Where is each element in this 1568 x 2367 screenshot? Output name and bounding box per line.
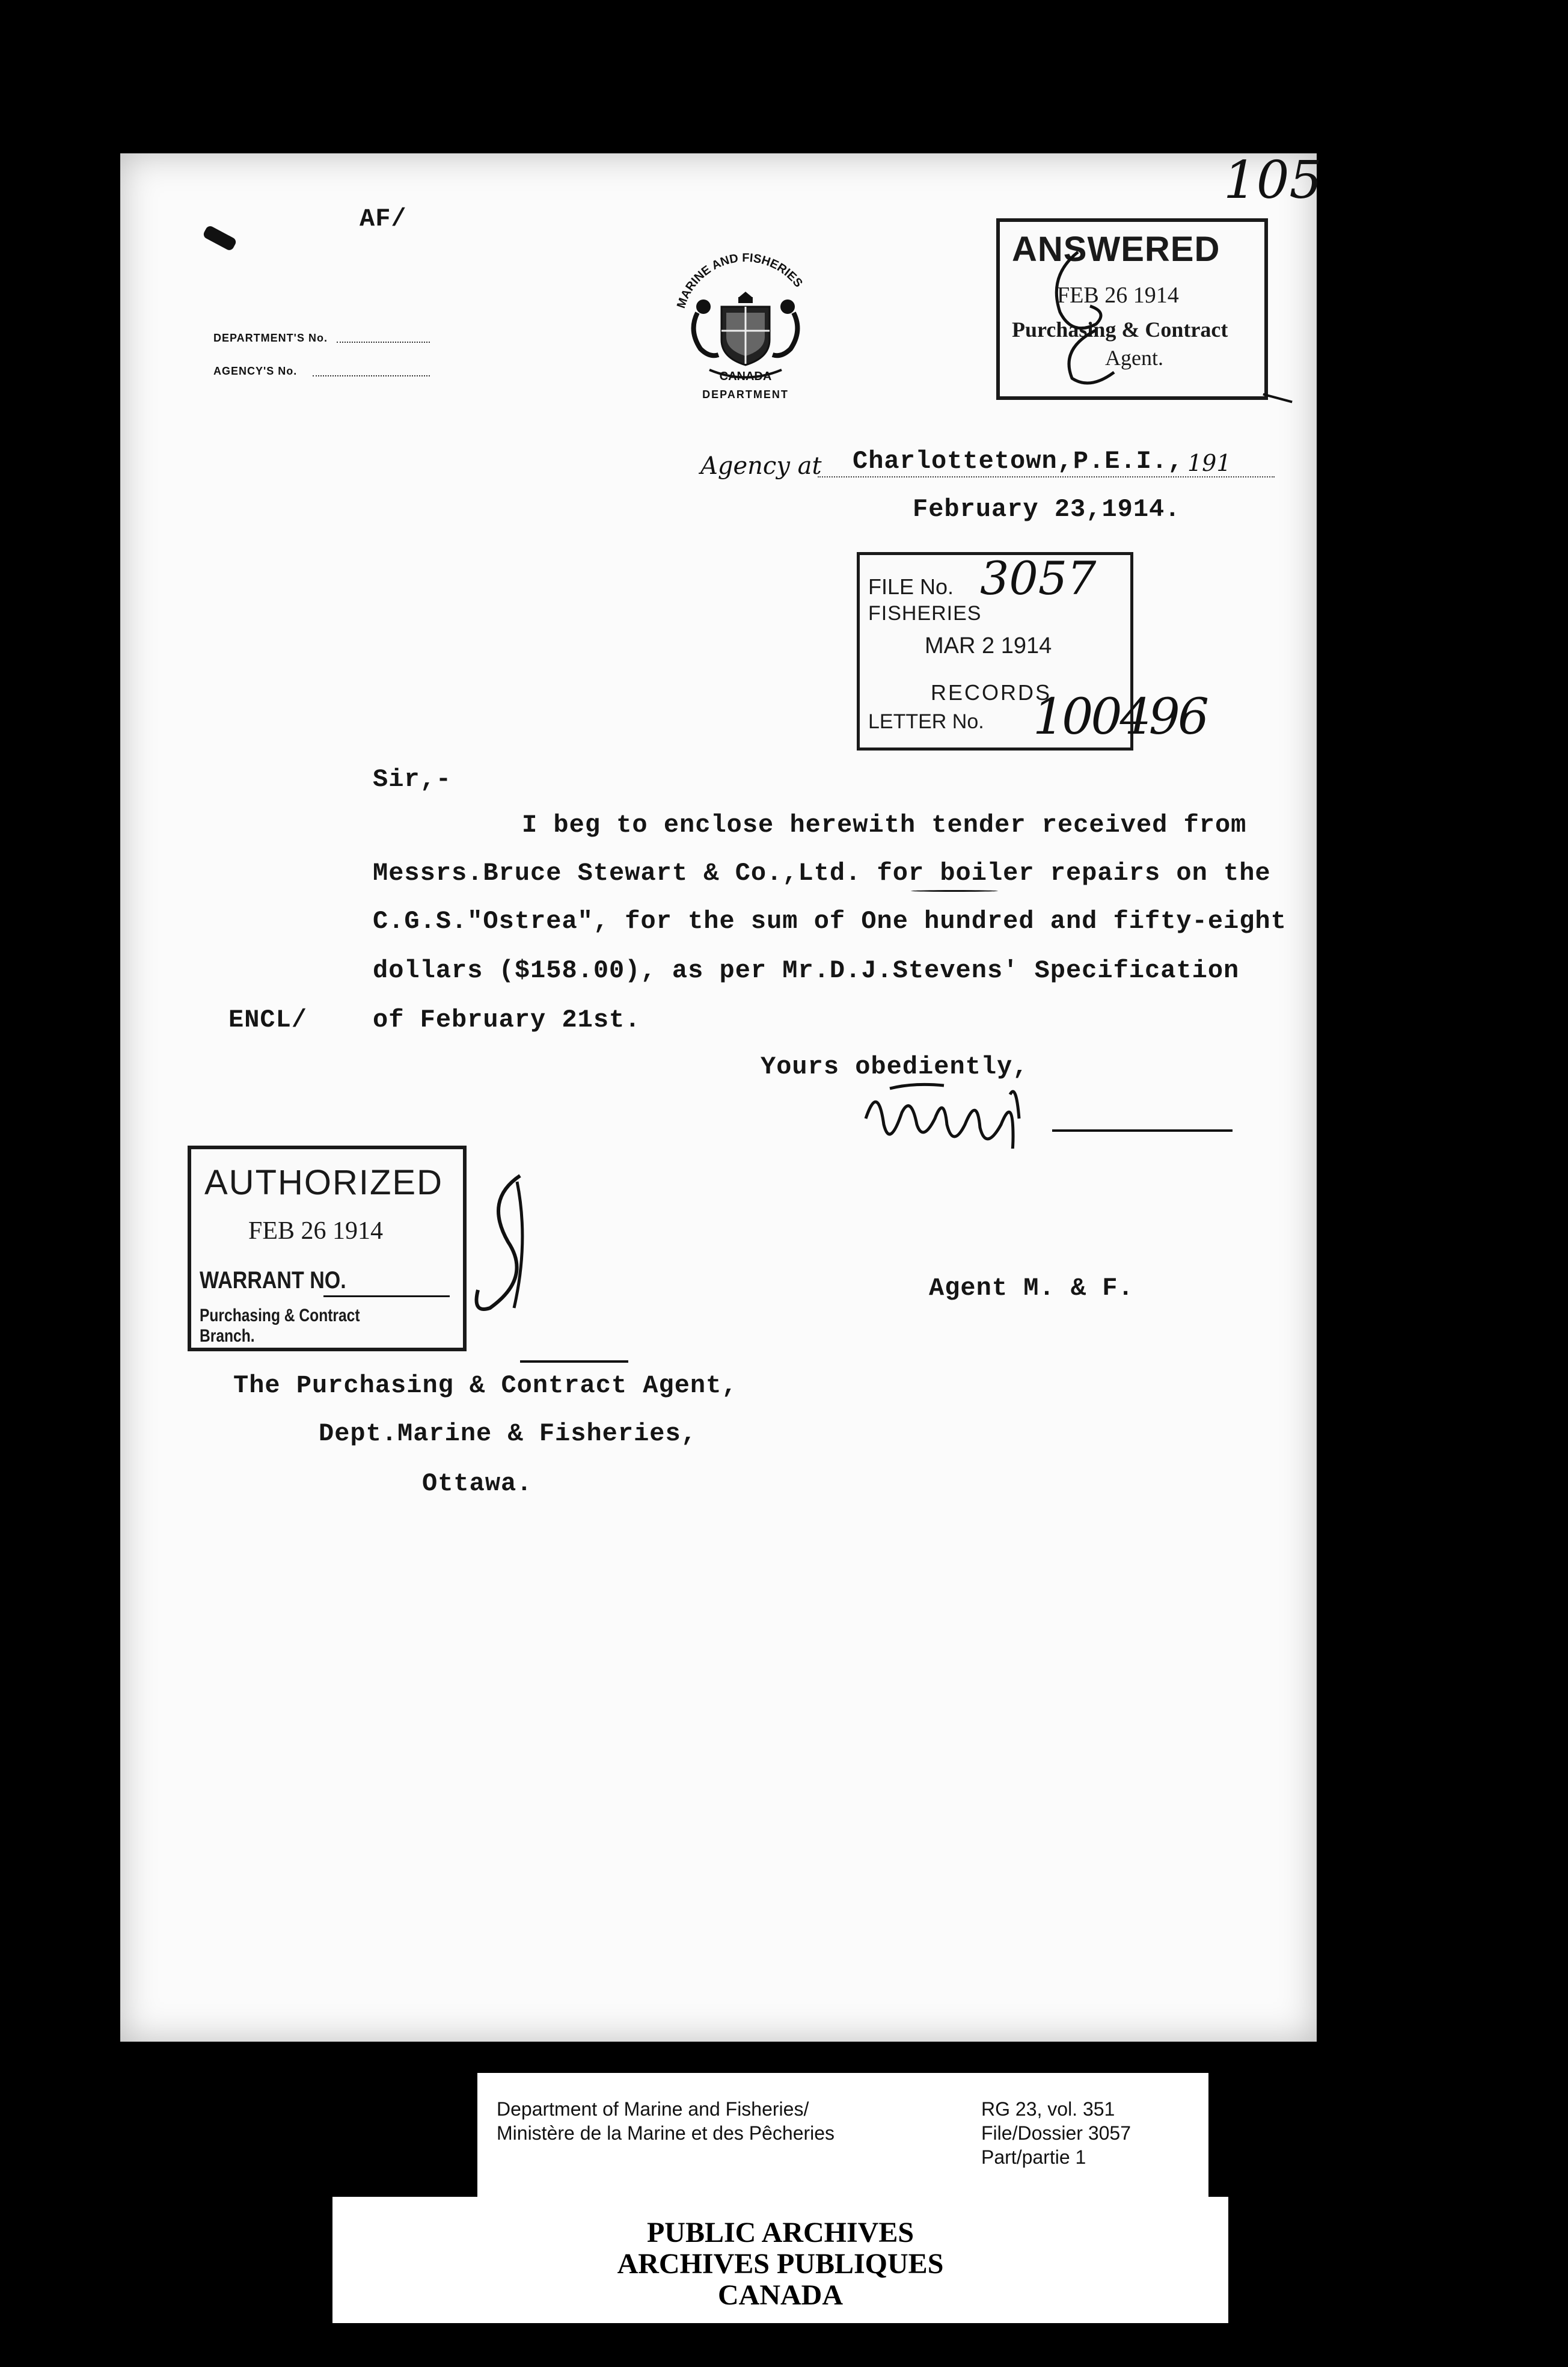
agency-no-line — [313, 375, 430, 376]
answered-stamp-line1: Purchasing & Contract — [1012, 318, 1228, 342]
crest-dept-text: DEPARTMENT — [702, 388, 789, 401]
body-line-1: I beg to enclose herewith tender received from — [522, 811, 1247, 840]
dept-french: Ministère de la Marine et des Pêcheries — [497, 2122, 835, 2144]
dept-english: Department of Marine and Fisheries/ — [497, 2098, 809, 2120]
answered-stamp — [996, 218, 1268, 400]
authorized-stamp-date: FEB 26 1914 — [248, 1217, 384, 1245]
warrant-line — [323, 1295, 450, 1297]
handwritten-initial — [469, 1170, 541, 1320]
file-date: MAR 2 1914 — [925, 633, 1052, 659]
enclosure-note: ENCL/ — [228, 1005, 308, 1034]
addressee-line-3: Ottawa. — [422, 1469, 533, 1498]
crest-icon — [655, 247, 836, 403]
letter-date: February 23,1914. — [913, 495, 1181, 524]
page-number: 105 — [1223, 150, 1323, 210]
file-number: 3057 — [980, 551, 1097, 605]
record-group: RG 23, vol. 351 — [981, 2098, 1115, 2120]
agency-place: Charlottetown,P.E.I., — [853, 447, 1184, 476]
authorized-stamp-title: AUTHORIZED — [204, 1163, 443, 1202]
file-label: FILE No. — [868, 574, 954, 599]
file-dossier: File/Dossier 3057 — [981, 2122, 1131, 2144]
underline-mark — [911, 890, 998, 892]
archives-title-en: PUBLIC ARCHIVES — [646, 2217, 914, 2249]
ink-stroke-2 — [520, 1360, 628, 1363]
signature — [854, 1076, 1239, 1149]
department-no-label: DEPARTMENT'S No. — [213, 332, 328, 344]
archives-title-fr: ARCHIVES PUBLIQUES — [617, 2248, 944, 2280]
department-crest — [655, 247, 836, 403]
closing: Yours obediently, — [761, 1052, 1029, 1081]
answered-stamp-date: FEB 26 1914 — [1057, 283, 1179, 308]
initial-mark-icon — [469, 1170, 541, 1320]
salutation: Sir,- — [373, 765, 452, 794]
agency-dotted-line — [818, 476, 1275, 477]
body-line-3: C.G.S."Ostrea", for the sum of One hundred and fifty-eight — [373, 907, 1287, 936]
signature-icon — [854, 1076, 1239, 1149]
body-line-2: Messrs.Bruce Stewart & Co.,Ltd. for boiler repairs on the — [373, 859, 1271, 888]
reference-code: AF/ — [360, 204, 407, 233]
crest-bottom-text: CANADA — [719, 370, 772, 383]
file-dept: FISHERIES — [868, 602, 982, 625]
authorized-stamp-warrant: WARRANT NO. — [200, 1267, 346, 1294]
answered-stamp-line2: Agent. — [1105, 346, 1163, 370]
answered-stamp-title: ANSWERED — [1012, 230, 1220, 269]
body-line-4: dollars ($158.00), as per Mr.D.J.Stevens' Specification — [373, 956, 1240, 985]
letter-label: LETTER No. — [868, 710, 984, 733]
public-archives-label — [332, 2197, 1228, 2323]
handwritten-mark-icon — [1036, 246, 1120, 390]
authorized-stamp — [188, 1146, 467, 1351]
agency-at-label: Agency at — [700, 452, 822, 480]
addressee-line-1: The Purchasing & Contract Agent, — [233, 1371, 738, 1400]
archives-title-country: CANADA — [718, 2279, 843, 2311]
part: Part/partie 1 — [981, 2146, 1086, 2168]
authorized-stamp-branch: Purchasing & Contract Branch. — [200, 1306, 360, 1346]
year-prefix: 191 — [1187, 450, 1231, 476]
file-records: RECORDS — [931, 680, 1052, 705]
crest-top-text: MARINE AND FISHERIES — [674, 251, 805, 310]
body-line-5: of February 21st. — [373, 1005, 641, 1034]
agent-title: Agent M. & F. — [929, 1274, 1134, 1303]
agency-no-label: AGENCY'S No. — [213, 365, 298, 377]
archive-reference-label — [477, 2073, 1208, 2199]
addressee-line-2: Dept.Marine & Fisheries, — [319, 1419, 697, 1448]
letter-number: 100496 — [1033, 689, 1207, 746]
department-no-line — [337, 342, 430, 343]
